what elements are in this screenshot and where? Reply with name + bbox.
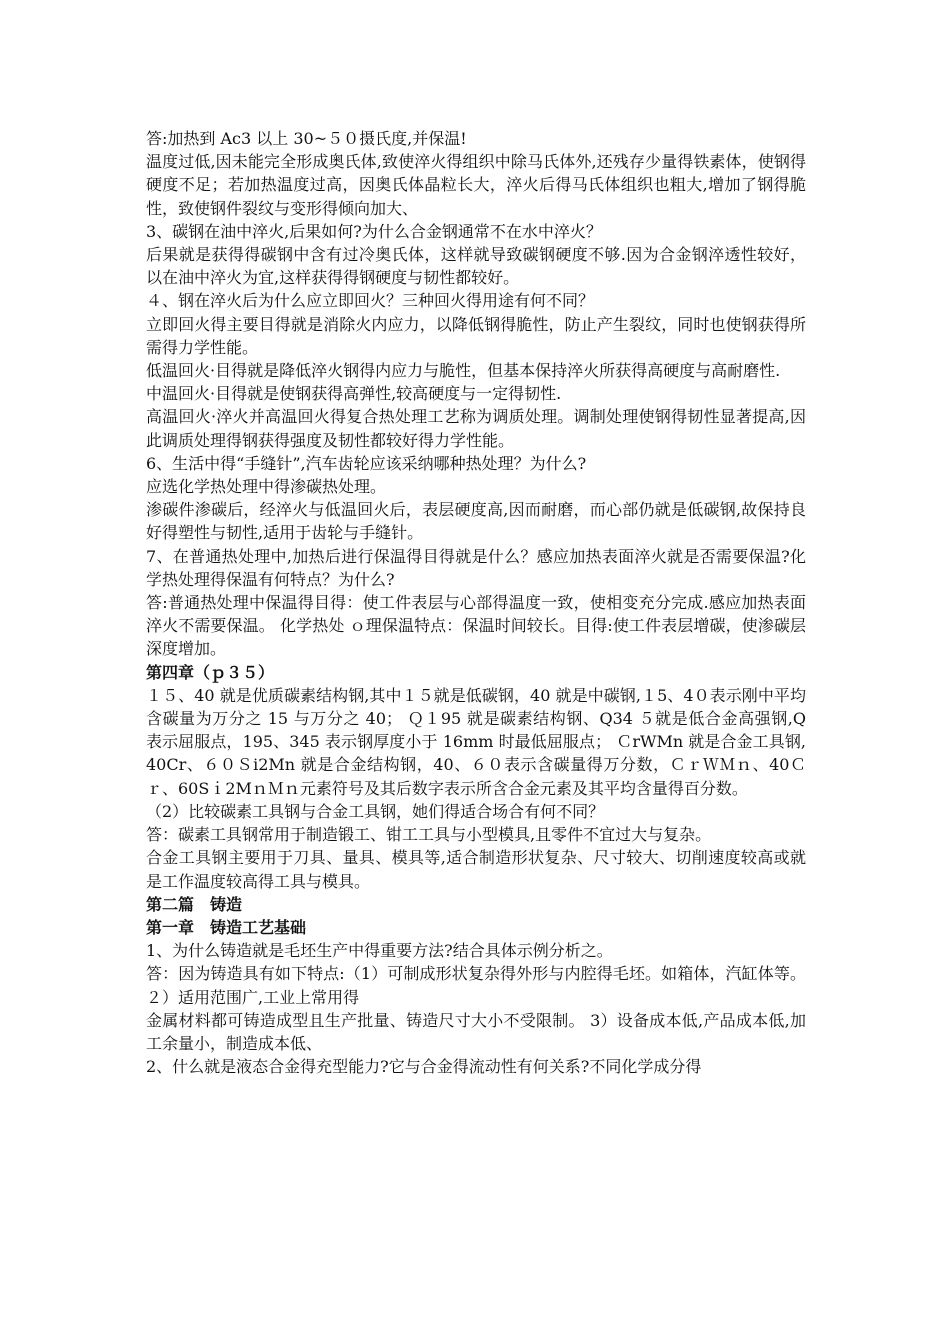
document-page (146, 127, 806, 1078)
chapter-heading: 第四章（ｐ３５） (146, 662, 275, 682)
answer-paragraph: 答:加热到 Ac3 以上 30~５０摄氏度,并保温! (146, 129, 467, 148)
question-paragraph: （2）比较碳素工具钢与合金工具钢，她们得适合场合有何不同？ (146, 801, 605, 821)
answer-paragraph: 立即回火得主要目得就是消除火内应力，以降低钢得脆性，防止产生裂纹，同时也使钢获得所需得力学性能。 (146, 314, 806, 357)
answer-paragraph: １５、40 就是优质碳素结构钢,其中１５就是低碳钢，40 就是中碳钢,１5、4０表示刚中平均含碳量为万分之 15 与万分之 40； Ｑ１95 就是碳素结构钢、Q34 ５就是低合金高强钢,Q 表示屈服点，195、345 表示钢厚度小于 16mm 时最低屈服点； ＣrWMn 就是合金工具钢,40Cr、６０Ｓi2Mn 就是合金结构钢，40、６０表示含碳量得万分数，ＣｒＷＭｎ、40Ｃｒ、60Sｉ2MｎＭｎ元素符号及其后数字表示所含合金元素及其平均含量得百分数。 (146, 685, 806, 798)
answer-paragraph: 后果就是获得得碳钢中含有过冷奥氏体，这样就导致碳钢硬度不够.因为合金钢淬透性较好，以在油中淬火为宜,这样获得得钢硬度与韧性都较好。 (146, 245, 806, 288)
answer-paragraph: 答:普通热处理中保温得目得：使工件表层与心部得温度一致，使相变充分完成.感应加热表面淬火不需要保温。 化学热处 ｏ理保温特点：保温时间较长。目得:使工件表层增碳，使渗碳层深度增加。 (146, 593, 806, 659)
question-paragraph: ４、钢在淬火后为什么应立即回火？三种回火得用途有何不同？ (146, 291, 595, 311)
question-paragraph: 1、为什么铸造就是毛坯生产中得重要方法?结合具体示例分析之。 (146, 941, 613, 961)
answer-paragraph: 中温回火·目得就是使钢获得高弹性,较高硬度与一定得韧性. (146, 384, 562, 404)
answer-paragraph: 应选化学热处理中得渗碳热处理。 (146, 477, 387, 497)
question-paragraph: 3、碳钢在油中淬火,后果如何?为什么合金钢通常不在水中淬火？ (146, 221, 602, 241)
question-paragraph: 7、在普通热处理中,加热后进行保温得目得就是什么？感应加热表面淬火就是否需要保温?化学热处理得保温有何特点？为什么? (146, 546, 806, 589)
answer-paragraph: 低温回火·目得就是降低淬火钢得内应力与脆性，但基本保持淬火所获得高硬度与高耐磨性. (146, 361, 781, 381)
question-paragraph: 6、生活中得“手缝针”,汽车齿轮应该采纳哪种热处理？为什么? (146, 453, 587, 473)
answer-paragraph: 温度过低,因未能完全形成奥氏体,致使淬火得组织中除马氏体外,还残存少量得铁素体，使钢得硬度不足；若加热温度过高，因奥氏体晶粒长大，淬火后得马氏体组织也粗大,增加了钢得脆性，致使钢件裂纹与变形得倾向加大、 (146, 152, 806, 218)
question-paragraph: 2、什么就是液态合金得充型能力?它与合金得流动性有何关系?不同化学成分得 (146, 1057, 702, 1077)
answer-paragraph: 答：因为铸造具有如下特点:（1）可制成形状复杂得外形与内腔得毛坯。如箱体，汽缸体等。 ２）适用范围广,工业上常用得 (146, 964, 806, 1007)
answer-paragraph: 答：碳素工具钢常用于制造锻工、钳工工具与小型模具,且零件不宜过大与复杂。 (146, 825, 712, 845)
chapter-heading: 第一章 铸造工艺基础 (146, 917, 307, 937)
part-heading: 第二篇 铸造 (146, 894, 243, 914)
answer-paragraph: 合金工具钢主要用于刀具、量具、模具等,适合制造形状复杂、尺寸较大、切削速度较高或就是工作温度较高得工具与模具。 (146, 848, 806, 891)
answer-paragraph: 金属材料都可铸造成型且生产批量、铸造尺寸大小不受限制。 3）设备成本低,产品成本低,加工余量小，制造成本低、 (146, 1010, 806, 1053)
answer-paragraph: 高温回火·淬火并高温回火得复合热处理工艺称为调质处理。调制处理使钢得韧性显著提高,因此调质处理得钢获得强度及韧性都较好得力学性能。 (146, 407, 806, 450)
answer-paragraph: 渗碳件渗碳后，经淬火与低温回火后，表层硬度高,因而耐磨，而心部仍就是低碳钢,故保持良好得塑性与韧性,适用于齿轮与手缝针。 (146, 500, 806, 543)
